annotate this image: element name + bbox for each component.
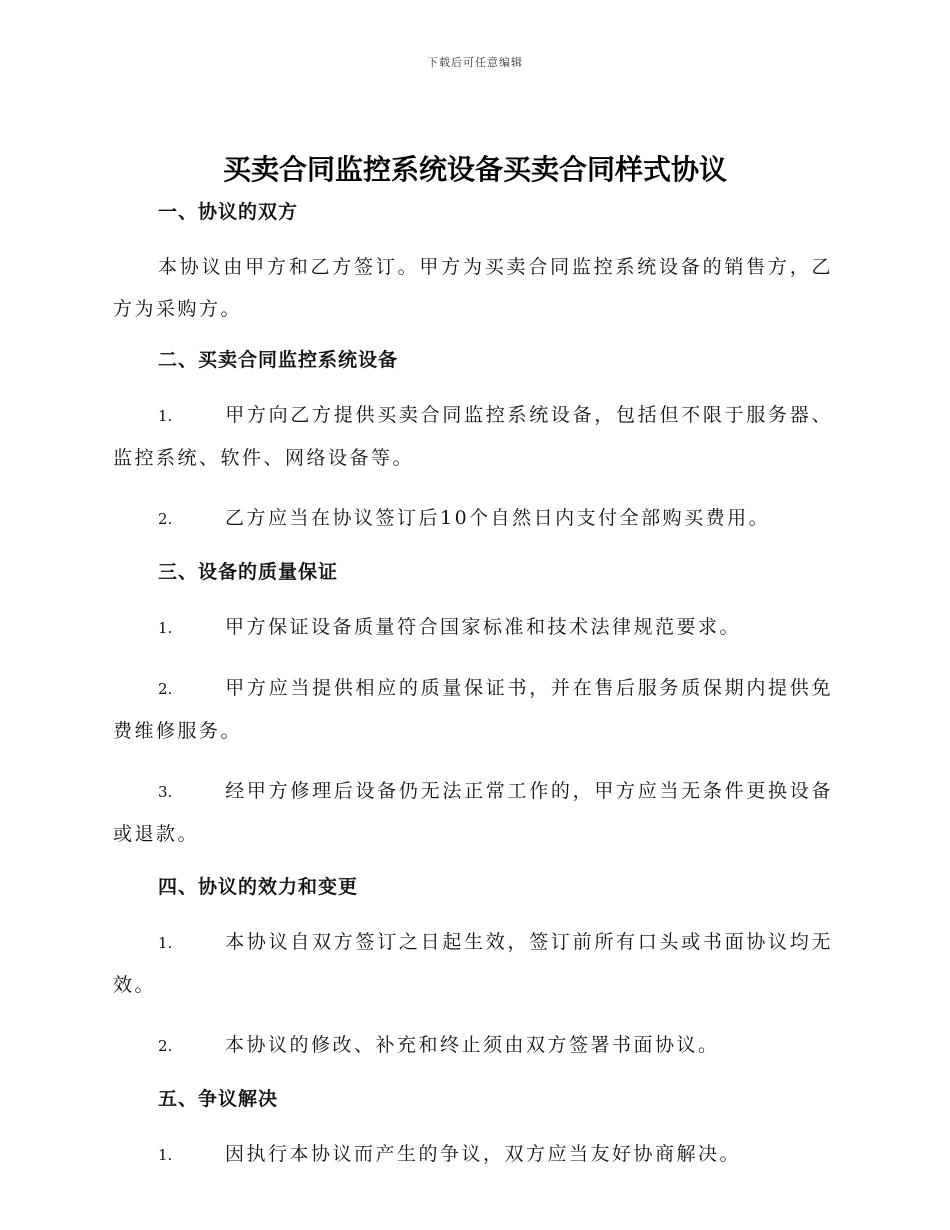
clause-number: 1. [158,407,173,425]
section-equipment [113,344,833,540]
clause-item [113,394,833,479]
section-parties [113,196,833,330]
clause-text: 甲方应当提供相应的质量保证书，并在售后服务质保期内提供免费维修服务。 [113,677,833,742]
section-heading: 三、设备的质量保证 [158,561,339,583]
clause-text: 因执行本协议而产生的争议，双方应当友好协商解决。 [225,1143,742,1165]
clause-number: 2. [158,510,173,528]
section-heading: 四、协议的效力和变更 [158,876,359,898]
clause-text: 乙方应当在协议签订后10个自然日内支付全部购买费用。 [225,507,771,529]
clause-text: 经甲方修理后设备仍无法正常工作的，甲方应当无条件更换设备或退款。 [113,780,833,845]
clause-item [113,606,833,649]
clause-text: 甲方向乙方提供买卖合同监控系统设备，包括但不限于服务器、监控系统、软件、网络设备等。 [113,404,833,469]
clause-text: 本协议自双方签订之日起生效，签订前所有口头或书面协议均无效。 [113,931,833,996]
clause-number: 2. [158,1037,173,1055]
section-dispute-resolution [113,1083,833,1176]
section-heading: 一、协议的双方 [158,201,299,223]
section-validity-and-changes [113,871,833,1067]
page-header-note: 下载后可任意编辑 [427,56,523,69]
clause-item [113,497,833,540]
clause-number: 2. [158,680,173,698]
clause-text: 甲方保证设备质量符合国家标准和技术法律规范要求。 [225,616,742,638]
section-heading: 五、争议解决 [158,1088,279,1110]
clause-item [113,1024,833,1067]
clause-number: 1. [158,934,173,952]
clause-number: 1. [158,1146,173,1164]
clause-item [113,770,833,855]
section-paragraph: 本协议由甲方和乙方签订。甲方为买卖合同监控系统设备的销售方，乙方为采购方。 [113,256,833,320]
document-body [113,196,833,1192]
clause-item [113,921,833,1006]
clause-item [113,1133,833,1176]
section-quality-guarantee [113,556,833,855]
document-title: 买卖合同监控系统设备买卖合同样式协议 [222,153,727,186]
section-heading: 二、买卖合同监控系统设备 [158,349,399,371]
clause-item [113,667,833,752]
clause-number: 3. [158,783,173,801]
clause-text: 本协议的修改、补充和终止须由双方签署书面协议。 [225,1034,720,1056]
clause-number: 1. [158,619,173,637]
